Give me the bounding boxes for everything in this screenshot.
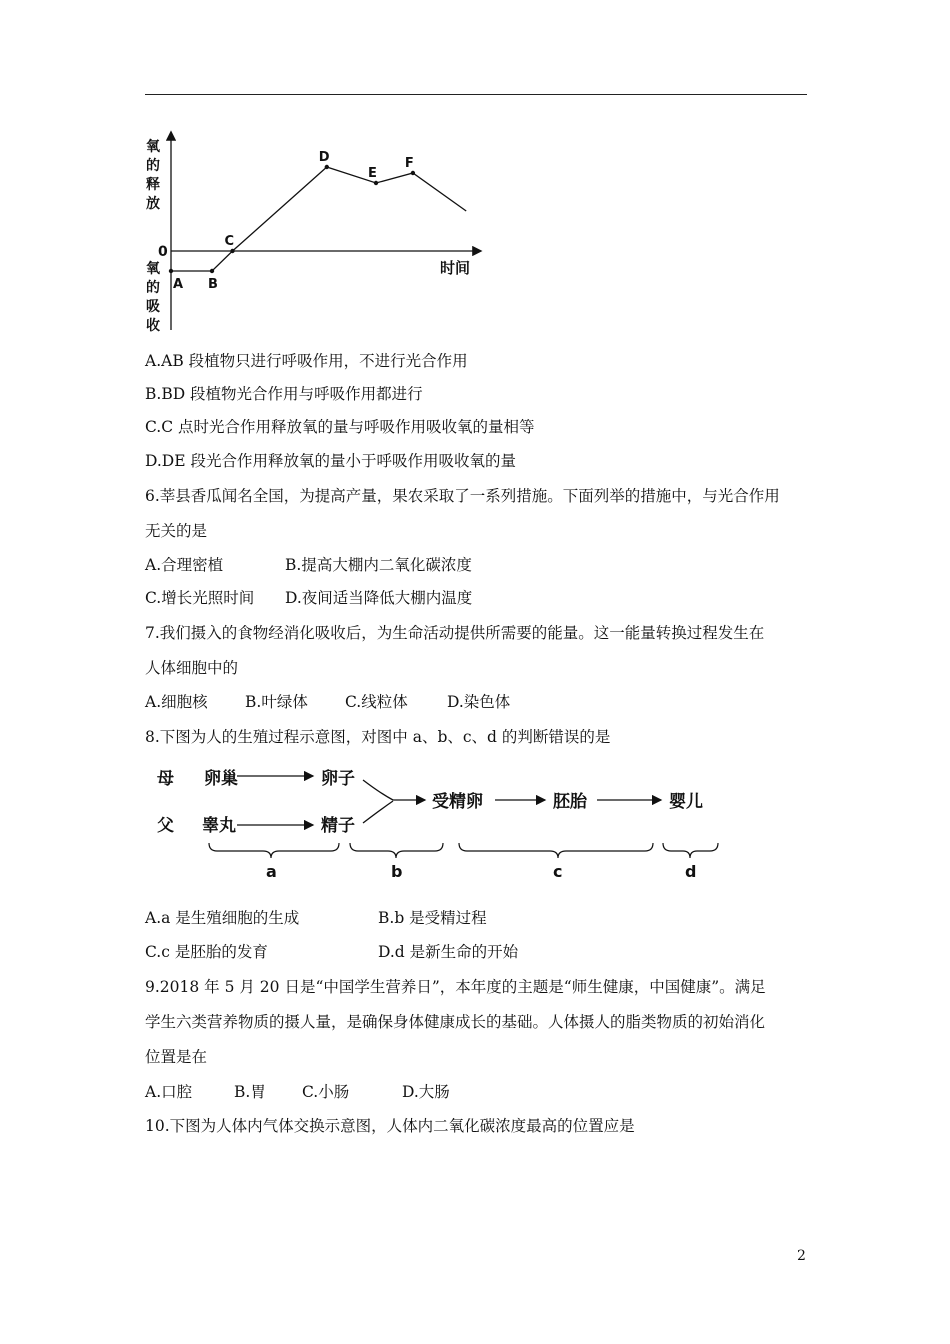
q5-option-d: D.DE 段光合作用释放氧的量小于呼吸作用吸收氧的量	[145, 452, 516, 470]
ylabel-top-char: 放	[146, 196, 160, 212]
brace-c-label: c	[553, 862, 563, 881]
q9-option-a: A.口腔	[145, 1083, 193, 1101]
brace-a-label: a	[266, 862, 277, 881]
brace-d	[663, 843, 718, 858]
data-line	[171, 167, 466, 271]
q8-stem: 8.下图为人的生殖过程示意图，对图中 a、b、c、d 的判断错误的是	[145, 728, 611, 746]
q6-option-c: C.增长光照时间	[145, 589, 255, 607]
point-label-a: A	[173, 277, 184, 292]
point-label-e: E	[368, 166, 377, 181]
q8-option-d: D.d 是新生命的开始	[378, 943, 519, 961]
oxygen-chart	[140, 125, 490, 335]
q7-stem-line2: 人体细胞中的	[145, 659, 239, 677]
point-b	[210, 269, 214, 273]
reproduction-diagram	[145, 755, 745, 890]
q8-option-a: A.a 是生殖细胞的生成	[145, 909, 300, 927]
ylabel-bottom-char: 的	[146, 280, 160, 296]
arrow-join-egg	[363, 780, 393, 800]
label-mother: 母	[157, 769, 174, 789]
q8-option-b: B.b 是受精过程	[378, 909, 487, 927]
label-father: 父	[157, 816, 174, 836]
x-axis-label: 时间	[440, 259, 471, 277]
q8-options-row2	[145, 942, 518, 962]
q6-option-d: D.夜间适当降低大棚内温度	[285, 589, 473, 607]
point-c	[230, 249, 234, 253]
q7-option-b: B.叶绿体	[245, 693, 308, 711]
q8-option-c: C.c 是胚胎的发育	[145, 943, 268, 961]
label-zygote: 受精卵	[432, 792, 483, 812]
ylabel-bottom-char: 收	[146, 318, 160, 334]
ylabel-bottom	[146, 260, 161, 334]
zero-label: 0	[158, 244, 168, 260]
q7-options	[145, 692, 510, 712]
q9-options	[145, 1082, 450, 1102]
ylabel-bottom-char: 吸	[146, 299, 160, 315]
q7-option-d: D.染色体	[447, 693, 511, 711]
q9-option-b: B.胃	[234, 1083, 266, 1101]
brace-a	[209, 843, 339, 858]
q7-option-a: A.细胞核	[145, 693, 208, 711]
ylabel-top-char: 释	[146, 177, 160, 193]
label-sperm: 精子	[321, 816, 355, 836]
label-egg: 卵子	[321, 769, 355, 789]
ylabel-bottom-char: 氧	[146, 261, 160, 277]
page-number: 2	[797, 1248, 806, 1264]
point-label-c: C	[224, 234, 235, 249]
brace-b	[350, 843, 443, 858]
q6-stem-line1: 6.莘县香瓜闻名全国，为提高产量，果农采取了一系列措施。下面列举的措施中，与光合作用	[145, 487, 780, 505]
label-testis: 睾丸	[202, 816, 236, 836]
brace-d-label: d	[685, 862, 697, 881]
label-baby: 婴儿	[669, 792, 703, 812]
header-rule	[145, 94, 807, 95]
q6-options-row1	[145, 555, 472, 575]
arrow-join-sperm	[363, 801, 393, 823]
label-embryo: 胚胎	[553, 792, 587, 812]
point-label-d: D	[318, 150, 330, 165]
q10-stem: 10.下图为人体内气体交换示意图，人体内二氧化碳浓度最高的位置应是	[145, 1117, 635, 1135]
q6-options-row2	[145, 588, 472, 608]
q9-option-c: C.小肠	[302, 1083, 350, 1101]
q9-stem-line3: 位置是在	[145, 1048, 208, 1066]
q5-option-a: A.AB 段植物只进行呼吸作用，不进行光合作用	[145, 352, 468, 370]
q6-option-a: A.合理密植	[145, 556, 224, 574]
q8-options-row1	[145, 908, 487, 928]
label-ovary: 卵巢	[204, 769, 238, 789]
q6-option-b: B.提高大棚内二氧化碳浓度	[285, 556, 472, 574]
q7-option-c: C.线粒体	[345, 693, 408, 711]
point-label-b: B	[208, 277, 218, 292]
brace-b-label: b	[391, 862, 403, 881]
q9-option-d: D.大肠	[402, 1083, 450, 1101]
point-e	[374, 181, 378, 185]
q6-stem-line2: 无关的是	[145, 522, 208, 540]
point-a	[169, 269, 173, 273]
q9-stem-line2: 学生六类营养物质的摄人量，是确保身体健康成长的基础。人体摄人的脂类物质的初始消化	[145, 1013, 766, 1031]
ylabel-top-char: 氧	[146, 139, 160, 155]
q5-option-b: B.BD 段植物光合作用与呼吸作用都进行	[145, 385, 423, 403]
ylabel-top-char: 的	[146, 158, 160, 174]
brace-c	[459, 843, 653, 858]
q7-stem-line1: 7.我们摄入的食物经消化吸收后，为生命活动提供所需要的能量。这一能量转换过程发生在	[145, 624, 765, 642]
q9-stem-line1: 9.2018 年 5 月 20 日是“中国学生营养日”，本年度的主题是“师生健康，中国健康”。满足	[145, 978, 766, 996]
ylabel-top	[146, 138, 161, 212]
q5-option-c: C.C 点时光合作用释放氧的量与呼吸作用吸收氧的量相等	[145, 418, 535, 436]
point-d	[325, 165, 329, 169]
point-label-f: F	[404, 156, 414, 171]
point-f	[411, 171, 415, 175]
